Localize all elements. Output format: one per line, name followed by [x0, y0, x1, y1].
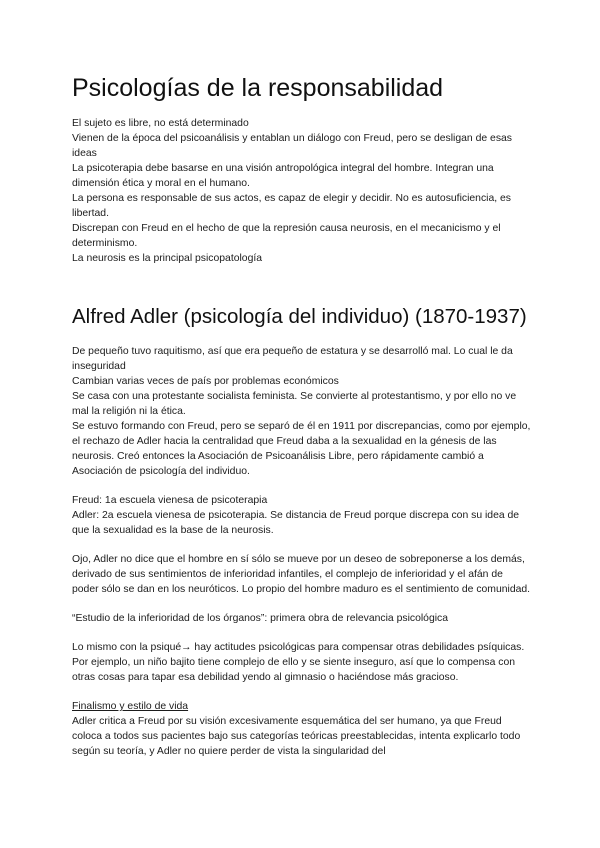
subheading-finalismo: Finalismo y estilo de vida	[72, 701, 189, 712]
paragraph: “Estudio de la inferioridad de los órganos”: primera obra de relevancia psicológica	[72, 613, 449, 624]
heading-psicologias-responsabilidad: Psicologías de la responsabilidad	[72, 74, 444, 102]
paragraph: Ojo, Adler no dice que el hombre en sí sólo se mueve por un deseo de sobreponerse a los demás, derivado de sus sentimientos de inferioridad infantiles, el complejo de inferioridad y el afán de poder sólo se dan en los neuróticos. Lo propio del hombre maduro es el sentimiento de comunidad.	[72, 554, 531, 595]
heading-alfred-adler: Alfred Adler (psicología del individuo) (1870-1937)	[72, 305, 527, 328]
paragraph: La psicoterapia debe basarse en una visión antropológica integral del hombre. Integran una dimensión ética y moral en el humano.	[72, 163, 494, 189]
spacer	[72, 626, 532, 640]
spacer	[72, 685, 532, 699]
section-responsabilidad	[72, 116, 532, 266]
paragraph: Freud: 1a escuela vienesa de psicoterapia	[72, 495, 268, 506]
spacer	[72, 479, 532, 493]
paragraph: Adler critica a Freud por su visión excesivamente esquemática del ser humano, ya que Freud coloca a todos sus pacientes bajo sus categorías teóricas preestablecidas, intenta explicarlo todo según su teoría, y Adler no quiere perder de vista la singularidad del	[72, 716, 521, 757]
paragraph: Se estuvo formando con Freud, pero se separó de él en 1911 por discrepancias, como por ejemplo, el rechazo de Adler hacia la centralidad que Freud daba a la sexualidad en la génesis de las neurosis. Creó entonces la Asociación de Psicoanálisis Libre, pero rápidamente cambió a Asociación de psicología del individuo.	[72, 421, 531, 477]
paragraph: Se casa con una protestante socialista feminista. Se convierte al protestantismo, y por ello no ve mal la religión ni la ética.	[72, 391, 517, 417]
paragraph: La neurosis es la principal psicopatología	[72, 253, 263, 264]
spacer	[72, 597, 532, 611]
paragraph: Vienen de la época del psicoanálisis y entablan un diálogo con Freud, pero se desligan de esas ideas	[72, 133, 512, 159]
paragraph: El sujeto es libre, no está determinado	[72, 118, 249, 129]
paragraph: Cambian varias veces de país por problemas económicos	[72, 376, 339, 387]
document-page	[72, 70, 532, 759]
paragraph: De pequeño tuvo raquitismo, así que era pequeño de estatura y se desarrolló mal. Lo cual le da inseguridad	[72, 346, 513, 372]
section-adler	[72, 344, 532, 759]
paragraph: Lo mismo con la psiqué→ hay actitudes psicológicas para compensar otras debilidades psíquicas. Por ejemplo, un niño bajito tiene complejo de ello y se siente inseguro, así que lo compensa con otras cosas para tapar esa debilidad yendo al gimnasio o haciéndose más gracioso.	[72, 642, 525, 683]
paragraph: La persona es responsable de sus actos, es capaz de elegir y decidir. No es autosuficiencia, es libertad.	[72, 193, 511, 219]
paragraph: Adler: 2a escuela vienesa de psicoterapia. Se distancia de Freud porque discrepa con su idea de que la sexualidad es la base de la neurosis.	[72, 510, 520, 536]
paragraph: Discrepan con Freud en el hecho de que la represión causa neurosis, en el mecanicismo y el determinismo.	[72, 223, 501, 249]
spacer	[72, 538, 532, 552]
